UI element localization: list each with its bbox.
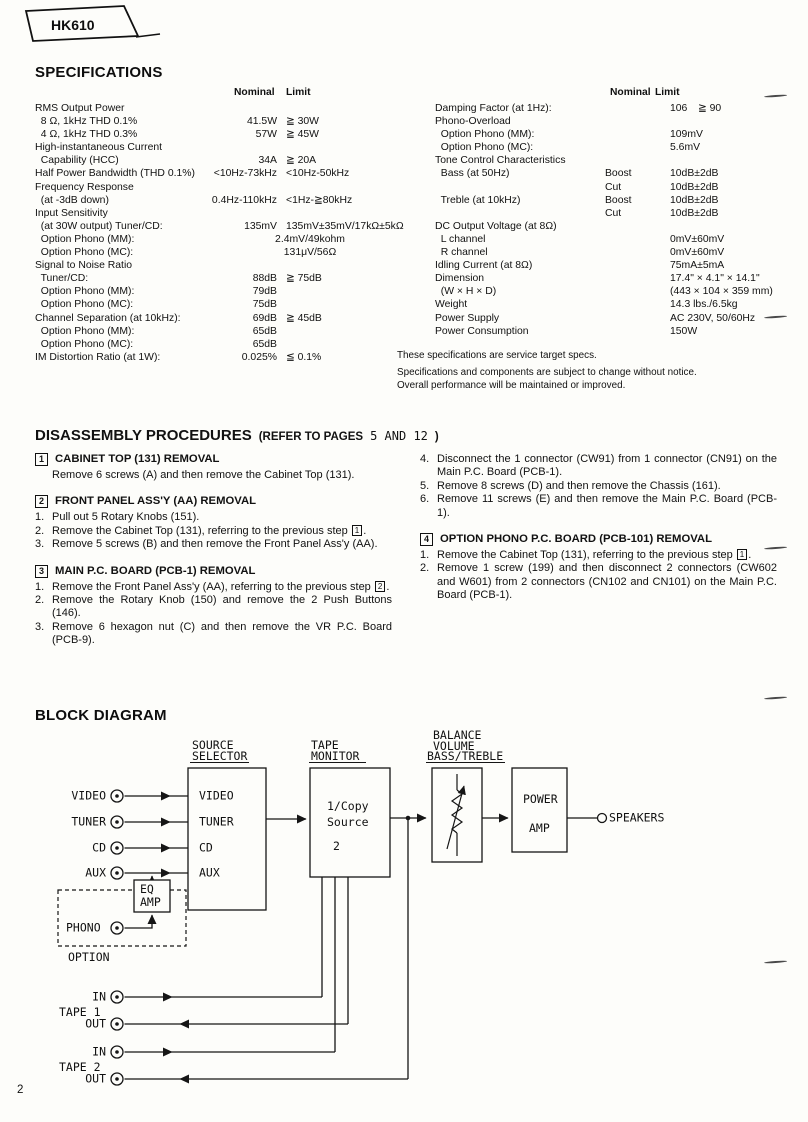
spec-cell: Tuner/CD: — [35, 273, 89, 285]
tape-monitor-text-line2: Source — [327, 815, 369, 829]
spec-cell — [605, 128, 670, 141]
tape2-in-label: IN — [92, 1044, 106, 1059]
spec-cell: 57W — [255, 129, 277, 141]
procedure-section — [420, 453, 777, 520]
spec-cell: Power Consumption — [435, 325, 529, 337]
spec-cell — [670, 154, 698, 167]
spec-col-header-limit-left: Limit — [286, 87, 311, 98]
diagram-blocks — [188, 768, 567, 910]
procedures-right-column — [420, 453, 777, 603]
selector-item-aux: AUX — [199, 865, 220, 880]
spec-cell: DC Output Voltage (at 8Ω) — [435, 220, 557, 232]
spec-cell — [205, 181, 277, 194]
spec-cell: ≧ 30W — [286, 116, 319, 128]
step-text: Remove the Rotary Knob (150) and remove the 2 Push Buttons (146). — [52, 594, 392, 620]
spec-cell: 131μV/56Ω — [283, 247, 337, 259]
procedure-step — [35, 621, 392, 648]
procedures-left-column — [35, 453, 392, 648]
spec-cell — [605, 246, 670, 259]
procedure-step — [420, 493, 777, 520]
spec-cell — [277, 298, 286, 311]
procedure-section-title — [35, 453, 392, 466]
spec-cell: High-instantaneous Current — [35, 142, 163, 154]
spec-cell — [605, 141, 670, 154]
step-number: 2. — [35, 594, 45, 607]
spec-cell: Bass (at 50Hz) — [435, 168, 510, 180]
step-reference-box: 1 — [737, 549, 747, 560]
spec-row — [35, 285, 415, 298]
model-tab-tail — [136, 34, 160, 37]
procedure-section — [35, 453, 392, 482]
spec-cell: 10dB±2dB — [670, 181, 719, 193]
spec-cell — [435, 181, 605, 194]
spec-cell: Tone Control Characteristics — [435, 155, 566, 167]
phono-label: PHONO — [66, 920, 101, 935]
spec-cell: Cut — [605, 181, 622, 193]
spec-row — [35, 351, 415, 364]
spec-row — [35, 298, 415, 311]
step-text: Remove the Cabinet Top (131), referring to the previous step 1 . — [52, 524, 367, 537]
procedure-step — [420, 562, 777, 602]
spec-cell: Weight — [435, 299, 468, 311]
spec-cell: 2.4mV/49kohm — [275, 233, 345, 245]
selector-item-tuner: TUNER — [199, 814, 234, 829]
spec-cell: Dimension — [435, 273, 485, 285]
spec-cell — [670, 115, 698, 128]
spec-table-left — [35, 102, 415, 364]
source-selector-label-line2: SELECTOR — [192, 749, 248, 763]
spec-note: Specifications and components are subject to change without notice. — [397, 367, 697, 379]
spec-cell: 109mV — [670, 129, 703, 141]
spec-row — [35, 246, 415, 259]
spec-cell — [605, 272, 670, 285]
spec-cell: Option Phono (MC): — [35, 299, 134, 311]
spec-row — [435, 312, 780, 325]
spec-cell: 135mV — [244, 220, 277, 232]
spec-row — [35, 233, 415, 246]
spec-row — [435, 194, 780, 207]
procedure-step — [420, 549, 777, 562]
section-number-box: 2 — [35, 495, 48, 508]
spec-cell: ≧ 20A — [286, 155, 317, 167]
tape-monitor-text-line1: 1/Copy — [327, 799, 369, 813]
print-mark — [764, 94, 787, 98]
spec-row — [435, 167, 780, 180]
spec-row — [435, 141, 780, 154]
spec-cell — [277, 325, 286, 338]
spec-cell: 65dB — [252, 338, 277, 350]
spec-row — [35, 115, 415, 128]
spec-row — [435, 115, 780, 128]
spec-col-header-nominal-left: Nominal — [234, 87, 275, 98]
spec-cell: 5.6mV — [670, 142, 701, 154]
step-reference-box: 1 — [352, 525, 362, 536]
spec-row — [435, 220, 780, 233]
spec-cell — [277, 141, 286, 154]
spec-cell: 150W — [670, 325, 698, 337]
eq-amp-text-line2: AMP — [140, 895, 161, 909]
spec-cell: Input Sensitivity — [35, 207, 108, 219]
aux-input-label: AUX — [85, 865, 106, 880]
tuner-input-label: TUNER — [71, 814, 106, 829]
spec-cell: (at 30W output) Tuner/CD: — [35, 220, 163, 232]
section-number-box: 4 — [420, 533, 433, 546]
disassembly-ref-prefix: (REFER TO PAGES — [258, 431, 364, 443]
spec-cell — [277, 181, 286, 194]
spec-row — [35, 338, 415, 351]
power-amp-text-line2: AMP — [529, 821, 550, 835]
procedure-section-title — [420, 533, 777, 546]
spec-row — [35, 207, 415, 220]
spec-note: These specifications are service target specs. — [397, 350, 597, 361]
spec-row — [35, 194, 415, 207]
procedure-section — [420, 533, 777, 603]
step-number: 1. — [35, 511, 45, 524]
tape-monitor-text-line3: 2 — [333, 839, 340, 853]
spec-cell: ≧ 75dB — [286, 273, 322, 285]
spec-cell: 106 — [670, 103, 688, 114]
print-mark — [764, 696, 787, 700]
spec-cell — [205, 207, 277, 220]
step-number: 2. — [420, 562, 430, 575]
spec-col-header-nominal-right: Nominal — [610, 87, 651, 98]
selector-item-video: VIDEO — [199, 788, 234, 803]
spec-cell: Treble (at 10kHz) — [435, 194, 521, 206]
spec-cell: Option Phono (MC): — [435, 142, 534, 154]
disassembly-ref-pages: 5 AND 12 — [370, 429, 428, 443]
section-number-box: 3 — [35, 565, 48, 578]
model-number: HK610 — [51, 17, 95, 33]
spec-cell: Half Power Bandwidth (THD 0.1%) — [35, 168, 195, 180]
spec-cell: 0.025% — [241, 351, 277, 363]
spec-notes — [397, 350, 707, 392]
spec-row — [35, 181, 415, 194]
spec-cell: 0.4Hz-110kHz — [211, 194, 277, 206]
tape1-label: TAPE 1 — [59, 1005, 101, 1019]
spec-cell — [605, 312, 670, 325]
procedure-section-title — [35, 565, 392, 578]
step-number: 1. — [35, 580, 45, 593]
source-selector-label-line1: SOURCE — [192, 738, 234, 752]
spec-cell — [605, 259, 670, 272]
spec-cell: ≧ 90 — [698, 103, 722, 114]
spec-cell — [605, 298, 670, 311]
section-title-text: CABINET TOP (131) REMOVAL — [55, 453, 220, 465]
spec-row — [35, 154, 415, 167]
spec-cell — [277, 207, 286, 220]
speakers-terminal — [598, 814, 607, 823]
spec-cell: AC 230V, 50/60Hz — [670, 312, 756, 324]
step-number: 6. — [420, 493, 430, 506]
spec-cell: Option Phono (MM): — [435, 129, 535, 141]
procedure-step — [35, 525, 392, 538]
step-number: 3. — [35, 620, 45, 633]
step-text: Disconnect the 1 connector (CW91) from 1 connector (CN91) on the Main P.C. Board (PCB-1). — [437, 453, 777, 479]
step-text: Remove 1 screw (199) and then disconnect 2 connectors (CW602 and W601) from 2 connectors (CN102 and CN101) on the Main P.C. Board (PCB-1). — [437, 562, 777, 602]
spec-cell: 10dB±2dB — [670, 207, 719, 219]
spec-cell — [435, 207, 605, 220]
disassembly-heading — [35, 427, 439, 444]
spec-cell: 14.3 lbs./6.5kg — [670, 299, 738, 311]
spec-cell: 0mV±60mV — [670, 247, 725, 259]
power-amp-text-line1: POWER — [523, 792, 558, 806]
tape-monitor-label-line2: MONITOR — [311, 749, 360, 763]
spec-cell — [277, 259, 286, 272]
spec-cell: Idling Current (at 8Ω) — [435, 260, 533, 272]
spec-cell: 41.5W — [246, 116, 277, 128]
disassembly-ref-close: ) — [434, 431, 439, 443]
procedure-step — [35, 538, 392, 551]
spec-cell — [605, 325, 670, 338]
spec-cell: RMS Output Power — [35, 103, 125, 114]
spec-cell: R channel — [435, 247, 488, 259]
spec-col-header-limit-right: Limit — [655, 87, 680, 98]
phono-to-eq-line — [125, 915, 153, 928]
disassembly-title: DISASSEMBLY PROCEDURES — [35, 427, 252, 444]
cd-input-label: CD — [92, 840, 106, 855]
spec-cell: 69dB — [252, 312, 277, 324]
spec-row — [35, 102, 415, 115]
spec-row — [435, 181, 780, 194]
spec-row — [435, 285, 780, 298]
step-text: Remove 6 screws (A) and then remove the Cabinet Top (131). — [52, 469, 355, 481]
step-reference-box: 2 — [375, 581, 385, 592]
spec-row — [435, 102, 780, 115]
spec-row — [35, 167, 415, 180]
procedure-step — [35, 581, 392, 594]
step-text: Remove the Front Panel Ass'y (AA), referring to the previous step 2 . — [52, 580, 390, 593]
spec-row — [435, 128, 780, 141]
spec-row — [435, 246, 780, 259]
spec-cell — [205, 259, 277, 272]
spec-cell: Power Supply — [435, 312, 500, 324]
balance-label-line2: VOLUME — [433, 739, 475, 753]
step-text: Pull out 5 Rotary Knobs (151). — [52, 511, 200, 524]
spec-cell — [277, 102, 286, 115]
spec-cell: 75mA±5mA — [670, 260, 725, 272]
tape1-in-label: IN — [92, 989, 106, 1004]
spec-cell: <1Hz-≧80kHz — [286, 194, 353, 206]
step-text: Remove 8 screws (D) and then remove the Chassis (161). — [437, 479, 721, 492]
step-number: 3. — [35, 538, 45, 551]
option-label: OPTION — [68, 950, 110, 964]
spec-cell — [605, 115, 670, 128]
spec-cell: Option Phono (MC): — [35, 247, 134, 259]
spec-cell: 34A — [258, 155, 277, 167]
spec-cell — [205, 141, 277, 154]
procedure-section-title — [35, 495, 392, 508]
spec-cell: Option Phono (MM): — [35, 286, 135, 298]
spec-cell: 65dB — [252, 325, 277, 337]
spec-row — [435, 272, 780, 285]
step-text: Remove the Cabinet Top (131), referring to the previous step 1 . — [437, 549, 752, 562]
selector-item-cd: CD — [199, 840, 213, 855]
block-diagram-heading: BLOCK DIAGRAM — [35, 707, 167, 724]
spec-cell: 17.4" × 4.1" × 14.1" — [670, 273, 760, 285]
spec-row — [35, 272, 415, 285]
section-number-box: 1 — [35, 453, 48, 466]
procedure-step — [35, 511, 392, 524]
step-number: 2. — [35, 524, 45, 537]
spec-cell: 135mV±35mV/17kΩ±5kΩ — [286, 220, 404, 232]
spec-cell: (443 × 104 × 359 mm) — [670, 286, 773, 298]
spec-cell: (at -3dB down) — [35, 194, 109, 206]
spec-cell: 75dB — [252, 299, 277, 311]
step-number: 4. — [420, 453, 430, 465]
spec-cell — [605, 233, 670, 246]
spec-cell — [277, 285, 286, 298]
spec-row — [435, 298, 780, 311]
video-input-label: VIDEO — [71, 788, 106, 803]
spec-row — [435, 233, 780, 246]
procedure-step — [420, 453, 777, 480]
spec-row — [435, 207, 780, 220]
spec-row — [435, 259, 780, 272]
procedure-section — [35, 495, 392, 551]
spec-cell: <10Hz-50kHz — [286, 168, 350, 180]
spec-cell: 10dB±2dB — [670, 168, 719, 180]
spec-cell — [605, 154, 670, 167]
spec-cell: 10dB±2dB — [670, 194, 719, 206]
spec-cell: L channel — [435, 233, 486, 245]
spec-cell: ≧ 45W — [286, 129, 319, 141]
junction-dot — [406, 816, 411, 821]
spec-row — [35, 220, 415, 233]
tape-monitor-label-line1: TAPE — [311, 738, 339, 752]
spec-row — [35, 259, 415, 272]
spec-cell: 0mV±60mV — [670, 233, 725, 245]
step-number — [35, 469, 52, 482]
spec-cell: 88dB — [252, 273, 277, 285]
spec-cell — [605, 285, 670, 298]
spec-cell: Damping Factor (at 1Hz): — [435, 103, 552, 114]
spec-cell: Cut — [605, 207, 622, 219]
spec-cell: Phono-Overload — [435, 116, 511, 128]
spec-cell: Channel Separation (at 10kHz): — [35, 312, 181, 324]
tape2-label: TAPE 2 — [59, 1060, 101, 1074]
spec-cell: ≦ 0.1% — [286, 351, 322, 363]
step-text: Remove 11 screws (E) and then remove the Main P.C. Board (PCB-1). — [437, 493, 777, 519]
procedure-step — [420, 480, 777, 493]
spec-cell: Capability (HCC) — [35, 155, 119, 167]
eq-amp-text-line1: EQ — [140, 882, 154, 896]
spec-note: Overall performance will be maintained or improved. — [397, 379, 626, 391]
step-number: 1. — [420, 549, 430, 562]
spec-cell: Option Phono (MM): — [35, 325, 135, 337]
procedure-step — [35, 594, 392, 621]
spec-cell: Boost — [605, 168, 632, 180]
power-amp-box — [512, 768, 567, 852]
spec-row — [35, 325, 415, 338]
balance-label-line1: BALANCE — [433, 728, 482, 742]
spec-cell — [205, 102, 277, 115]
spec-cell: 8 Ω, 1kHz THD 0.1% — [35, 116, 138, 128]
spec-row — [35, 141, 415, 154]
spec-cell: Option Phono (MC): — [35, 338, 134, 350]
step-text: Remove 5 screws (B) and then remove the Front Panel Ass'y (AA). — [52, 538, 378, 551]
step-text: Remove 6 hexagon nut (C) and then remove the VR P.C. Board (PCB-9). — [52, 620, 392, 647]
spec-cell — [670, 220, 698, 233]
spec-cell — [277, 338, 286, 351]
spec-cell: Boost — [605, 194, 632, 206]
specifications-heading: SPECIFICATIONS — [35, 64, 163, 81]
spec-cell: 79dB — [252, 286, 277, 298]
speakers-label: SPEAKERS — [609, 810, 665, 825]
spec-row — [435, 154, 780, 167]
spec-cell: <10Hz-73kHz — [213, 168, 277, 180]
section-title-text: FRONT PANEL ASS'Y (AA) REMOVAL — [55, 495, 257, 508]
spec-row — [35, 128, 415, 141]
spec-row — [35, 312, 415, 325]
balance-label-line3: BASS/TREBLE — [427, 749, 504, 763]
spec-cell: (W × H × D) — [435, 286, 497, 298]
spec-cell: IM Distortion Ratio (at 1W): — [35, 351, 161, 363]
spec-cell: ≧ 45dB — [286, 312, 322, 324]
block-diagram — [0, 728, 808, 1122]
tape1-out-label: OUT — [85, 1016, 106, 1031]
section-title-text: OPTION PHONO P.C. BOARD (PCB-101) REMOVAL — [440, 533, 712, 546]
step-number: 5. — [420, 479, 430, 492]
spec-cell — [605, 102, 670, 115]
spec-row — [435, 325, 780, 338]
tape2-out-label: OUT — [85, 1071, 106, 1086]
page-number: 2 — [17, 1084, 24, 1096]
spec-cell: 4 Ω, 1kHz THD 0.3% — [35, 129, 138, 141]
spec-cell: Signal to Noise Ratio — [35, 260, 133, 272]
model-number-tab — [20, 2, 166, 48]
procedure-section — [35, 565, 392, 648]
spec-cell: Frequency Response — [35, 181, 134, 193]
procedure-step — [35, 469, 392, 482]
section-title-text: MAIN P.C. BOARD (PCB-1) REMOVAL — [55, 564, 256, 577]
spec-cell — [605, 220, 670, 233]
spec-cell: Option Phono (MM): — [35, 233, 135, 245]
spec-table-right — [435, 102, 780, 338]
